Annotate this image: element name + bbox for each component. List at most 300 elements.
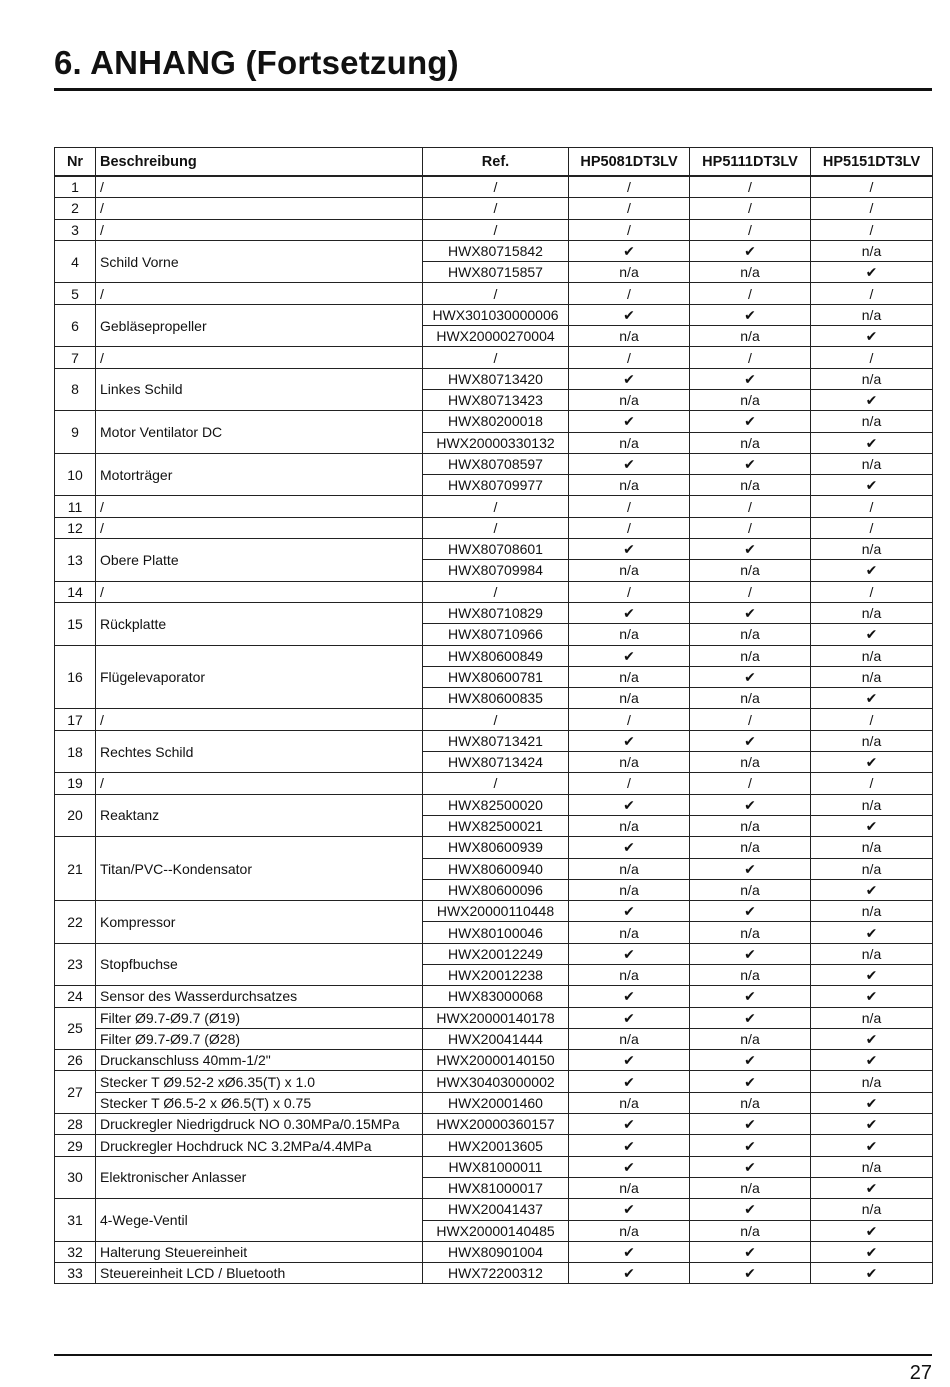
model-1-availability: ✔ [569, 240, 690, 261]
model-1-availability: ✔ [569, 1199, 690, 1220]
table-header [55, 148, 933, 177]
item-number: 29 [55, 1135, 96, 1156]
ref-code: HWX20013605 [423, 1135, 569, 1156]
model-2-availability: ✔ [690, 1241, 811, 1262]
model-2-availability: ✔ [690, 304, 811, 325]
table-row [55, 1007, 933, 1028]
model-1-availability: ✔ [569, 1071, 690, 1092]
model-3-availability: n/a [811, 1156, 933, 1177]
table-row [55, 453, 933, 474]
model-1-availability: ✔ [569, 730, 690, 751]
model-2-availability: / [690, 347, 811, 368]
model-2-availability: n/a [690, 645, 811, 666]
model-1-availability: ✔ [569, 1007, 690, 1028]
item-number: 23 [55, 943, 96, 986]
model-3-availability: n/a [811, 602, 933, 623]
header-model-3: HP5151DT3LV [811, 148, 933, 177]
model-2-availability: n/a [690, 1220, 811, 1241]
model-1-availability: n/a [569, 475, 690, 496]
model-1-availability: ✔ [569, 368, 690, 389]
item-description: Druckregler Niedrigdruck NO 0.30MPa/0.15MPa [96, 1114, 423, 1135]
table-row [55, 730, 933, 751]
table-row [55, 773, 933, 794]
model-2-availability: ✔ [690, 1071, 811, 1092]
ref-code: HWX20012249 [423, 943, 569, 964]
item-description: Stopfbuchse [96, 943, 423, 986]
model-2-availability: ✔ [690, 858, 811, 879]
item-number: 27 [55, 1071, 96, 1114]
item-number: 1 [55, 176, 96, 198]
model-1-availability: n/a [569, 560, 690, 581]
item-description: / [96, 219, 423, 240]
model-1-availability: / [569, 773, 690, 794]
model-3-availability: / [811, 773, 933, 794]
item-description: Stecker T Ø6.5-2 x Ø6.5(T) x 0.75 [96, 1092, 423, 1113]
ref-code: / [423, 198, 569, 219]
model-1-availability: ✔ [569, 837, 690, 858]
ref-code: HWX80901004 [423, 1241, 569, 1262]
footer-rule [54, 1354, 932, 1356]
item-number: 8 [55, 368, 96, 411]
ref-code: HWX80600940 [423, 858, 569, 879]
model-2-availability: n/a [690, 1092, 811, 1113]
model-3-availability: n/a [811, 240, 933, 261]
item-description: Motor Ventilator DC [96, 411, 423, 454]
model-3-availability: / [811, 581, 933, 602]
table-row [55, 1135, 933, 1156]
ref-code: HWX20012238 [423, 964, 569, 985]
model-1-availability: / [569, 283, 690, 304]
model-1-availability: ✔ [569, 539, 690, 560]
model-3-availability: / [811, 496, 933, 517]
table-row [55, 1092, 933, 1113]
ref-code: HWX20041437 [423, 1199, 569, 1220]
model-1-availability: n/a [569, 1028, 690, 1049]
model-3-availability: ✔ [811, 1092, 933, 1113]
table-row [55, 1156, 933, 1177]
model-2-availability: ✔ [690, 240, 811, 261]
item-description: Motorträger [96, 453, 423, 496]
model-2-availability: n/a [690, 879, 811, 900]
ref-code: HWX20000330132 [423, 432, 569, 453]
model-2-availability: n/a [690, 688, 811, 709]
table-row [55, 581, 933, 602]
ref-code: HWX80600096 [423, 879, 569, 900]
model-2-availability: ✔ [690, 794, 811, 815]
item-number: 16 [55, 645, 96, 709]
item-number: 31 [55, 1199, 96, 1242]
item-number: 17 [55, 709, 96, 730]
model-3-availability: ✔ [811, 922, 933, 943]
table-row [55, 198, 933, 219]
model-1-availability: n/a [569, 624, 690, 645]
item-description: Flügelevaporator [96, 645, 423, 709]
model-1-availability: / [569, 581, 690, 602]
ref-code: HWX80710966 [423, 624, 569, 645]
table-row [55, 219, 933, 240]
model-1-availability: ✔ [569, 1156, 690, 1177]
table-row [55, 1199, 933, 1220]
item-description: Kompressor [96, 901, 423, 944]
ref-code: / [423, 219, 569, 240]
model-1-availability: ✔ [569, 1114, 690, 1135]
model-3-availability: n/a [811, 645, 933, 666]
header-row [55, 148, 933, 177]
model-1-availability: ✔ [569, 411, 690, 432]
model-2-availability: n/a [690, 475, 811, 496]
model-1-availability: n/a [569, 389, 690, 410]
table-row [55, 943, 933, 964]
item-number: 2 [55, 198, 96, 219]
model-2-availability: ✔ [690, 1114, 811, 1135]
model-2-availability: n/a [690, 560, 811, 581]
model-2-availability: n/a [690, 1028, 811, 1049]
item-description: / [96, 198, 423, 219]
table-row [55, 986, 933, 1007]
title-underline [54, 88, 932, 91]
model-3-availability: / [811, 709, 933, 730]
model-2-availability: ✔ [690, 368, 811, 389]
item-number: 28 [55, 1114, 96, 1135]
table-row [55, 1028, 933, 1049]
model-2-availability: ✔ [690, 943, 811, 964]
table-row [55, 1263, 933, 1284]
table-row [55, 283, 933, 304]
model-3-availability: n/a [811, 453, 933, 474]
page-number: 27 [909, 1362, 932, 1384]
model-3-availability: ✔ [811, 1114, 933, 1135]
model-2-availability: / [690, 773, 811, 794]
item-description: / [96, 176, 423, 198]
item-description: Schild Vorne [96, 240, 423, 283]
model-2-availability: ✔ [690, 730, 811, 751]
ref-code: HWX80708601 [423, 539, 569, 560]
table-row [55, 1071, 933, 1092]
model-1-availability: n/a [569, 688, 690, 709]
ref-code: HWX80715857 [423, 262, 569, 283]
ref-code: HWX80709984 [423, 560, 569, 581]
ref-code: / [423, 517, 569, 538]
model-1-availability: ✔ [569, 453, 690, 474]
ref-code: HWX30403000002 [423, 1071, 569, 1092]
model-2-availability: ✔ [690, 986, 811, 1007]
item-number: 3 [55, 219, 96, 240]
model-1-availability: n/a [569, 858, 690, 879]
table-row [55, 794, 933, 815]
model-2-availability: / [690, 219, 811, 240]
item-number: 13 [55, 539, 96, 582]
ref-code: HWX20000140485 [423, 1220, 569, 1241]
model-2-availability: / [690, 496, 811, 517]
ref-code: HWX20000270004 [423, 326, 569, 347]
model-2-availability: n/a [690, 1177, 811, 1198]
table-row [55, 645, 933, 666]
item-description: / [96, 283, 423, 304]
item-number: 11 [55, 496, 96, 517]
model-3-availability: n/a [811, 794, 933, 815]
item-number: 19 [55, 773, 96, 794]
table-row [55, 240, 933, 261]
model-3-availability: ✔ [811, 389, 933, 410]
model-3-availability: ✔ [811, 560, 933, 581]
ref-code: HWX80600849 [423, 645, 569, 666]
model-2-availability: ✔ [690, 453, 811, 474]
ref-code: HWX80710829 [423, 602, 569, 623]
item-description: / [96, 496, 423, 517]
item-number: 26 [55, 1050, 96, 1071]
ref-code: / [423, 709, 569, 730]
model-2-availability: n/a [690, 964, 811, 985]
model-1-availability: / [569, 198, 690, 219]
model-3-availability: ✔ [811, 326, 933, 347]
model-2-availability: / [690, 709, 811, 730]
model-1-availability: ✔ [569, 901, 690, 922]
model-2-availability: n/a [690, 815, 811, 836]
model-2-availability: n/a [690, 326, 811, 347]
table-row [55, 368, 933, 389]
model-3-availability: ✔ [811, 688, 933, 709]
model-2-availability: ✔ [690, 602, 811, 623]
ref-code: / [423, 176, 569, 198]
model-3-availability: n/a [811, 1199, 933, 1220]
ref-code: HWX20000140150 [423, 1050, 569, 1071]
model-2-availability: n/a [690, 624, 811, 645]
model-3-availability: ✔ [811, 1135, 933, 1156]
model-3-availability: ✔ [811, 1177, 933, 1198]
header-nr: Nr [55, 148, 96, 177]
item-description: / [96, 581, 423, 602]
model-1-availability: n/a [569, 1092, 690, 1113]
table-row [55, 1050, 933, 1071]
model-2-availability: / [690, 517, 811, 538]
model-1-availability: / [569, 517, 690, 538]
ref-code: HWX80713423 [423, 389, 569, 410]
item-description: Steuereinheit LCD / Bluetooth [96, 1263, 423, 1284]
item-description: Stecker T Ø9.52-2 xØ6.35(T) x 1.0 [96, 1071, 423, 1092]
item-description: / [96, 347, 423, 368]
model-2-availability: n/a [690, 389, 811, 410]
model-2-availability: / [690, 176, 811, 198]
ref-code: HWX80200018 [423, 411, 569, 432]
model-1-availability: ✔ [569, 1135, 690, 1156]
item-number: 10 [55, 453, 96, 496]
model-3-availability: ✔ [811, 262, 933, 283]
item-number: 5 [55, 283, 96, 304]
table-row [55, 709, 933, 730]
model-2-availability: ✔ [690, 901, 811, 922]
model-1-availability: ✔ [569, 943, 690, 964]
ref-code: HWX20000110448 [423, 901, 569, 922]
model-1-availability: / [569, 347, 690, 368]
table-row [55, 176, 933, 198]
item-description: Sensor des Wasserdurchsatzes [96, 986, 423, 1007]
model-1-availability: / [569, 709, 690, 730]
model-2-availability: ✔ [690, 1050, 811, 1071]
model-1-availability: / [569, 176, 690, 198]
model-1-availability: n/a [569, 666, 690, 687]
item-number: 4 [55, 240, 96, 283]
ref-code: HWX82500021 [423, 815, 569, 836]
ref-code: HWX82500020 [423, 794, 569, 815]
page-title: 6. ANHANG (Fortsetzung) [54, 44, 459, 81]
item-number: 18 [55, 730, 96, 773]
model-1-availability: ✔ [569, 1263, 690, 1284]
model-2-availability: ✔ [690, 539, 811, 560]
item-description: Filter Ø9.7-Ø9.7 (Ø28) [96, 1028, 423, 1049]
ref-code: HWX80600939 [423, 837, 569, 858]
table-row [55, 901, 933, 922]
item-number: 7 [55, 347, 96, 368]
model-1-availability: ✔ [569, 1241, 690, 1262]
model-2-availability: / [690, 283, 811, 304]
item-number: 12 [55, 517, 96, 538]
item-description: Linkes Schild [96, 368, 423, 411]
model-1-availability: ✔ [569, 986, 690, 1007]
header-ref: Ref. [423, 148, 569, 177]
model-3-availability: n/a [811, 901, 933, 922]
ref-code: / [423, 496, 569, 517]
model-1-availability: ✔ [569, 304, 690, 325]
table-body [55, 176, 933, 1284]
item-description: Druckregler Hochdruck NC 3.2MPa/4.4MPa [96, 1135, 423, 1156]
model-1-availability: ✔ [569, 602, 690, 623]
ref-code: / [423, 347, 569, 368]
ref-code: / [423, 581, 569, 602]
model-2-availability: ✔ [690, 1007, 811, 1028]
model-2-availability: ✔ [690, 1156, 811, 1177]
model-3-availability: / [811, 198, 933, 219]
model-3-availability: n/a [811, 837, 933, 858]
ref-code: HWX80715842 [423, 240, 569, 261]
item-description: Titan/PVC--Kondensator [96, 837, 423, 901]
model-1-availability: n/a [569, 1177, 690, 1198]
table-row [55, 837, 933, 858]
item-number: 22 [55, 901, 96, 944]
model-2-availability: ✔ [690, 666, 811, 687]
ref-code: HWX20041444 [423, 1028, 569, 1049]
ref-code: / [423, 283, 569, 304]
model-2-availability: ✔ [690, 1263, 811, 1284]
model-3-availability: n/a [811, 1071, 933, 1092]
ref-code: HWX80713424 [423, 752, 569, 773]
item-number: 6 [55, 304, 96, 347]
header-model-2: HP5111DT3LV [690, 148, 811, 177]
header-model-1: HP5081DT3LV [569, 148, 690, 177]
model-1-availability: n/a [569, 815, 690, 836]
table-row [55, 1114, 933, 1135]
model-3-availability: ✔ [811, 624, 933, 645]
model-3-availability: ✔ [811, 879, 933, 900]
table-row [55, 496, 933, 517]
model-3-availability: n/a [811, 1007, 933, 1028]
model-2-availability: n/a [690, 432, 811, 453]
model-3-availability: n/a [811, 858, 933, 879]
model-3-availability: n/a [811, 943, 933, 964]
model-1-availability: ✔ [569, 794, 690, 815]
model-3-availability: ✔ [811, 432, 933, 453]
table-row [55, 411, 933, 432]
model-1-availability: n/a [569, 922, 690, 943]
item-description: / [96, 517, 423, 538]
parts-table [54, 147, 933, 1284]
item-number: 33 [55, 1263, 96, 1284]
item-number: 9 [55, 411, 96, 454]
ref-code: HWX72200312 [423, 1263, 569, 1284]
table-row [55, 1241, 933, 1262]
table-row [55, 539, 933, 560]
model-2-availability: n/a [690, 837, 811, 858]
item-description: Rechtes Schild [96, 730, 423, 773]
ref-code: HWX80709977 [423, 475, 569, 496]
model-3-availability: / [811, 283, 933, 304]
item-number: 20 [55, 794, 96, 837]
ref-code: / [423, 773, 569, 794]
model-1-availability: n/a [569, 262, 690, 283]
model-1-availability: / [569, 496, 690, 517]
model-3-availability: n/a [811, 411, 933, 432]
table-row [55, 347, 933, 368]
model-3-availability: n/a [811, 730, 933, 751]
item-number: 14 [55, 581, 96, 602]
ref-code: HWX81000017 [423, 1177, 569, 1198]
item-number: 15 [55, 602, 96, 645]
model-2-availability: ✔ [690, 411, 811, 432]
ref-code: HWX20001460 [423, 1092, 569, 1113]
model-3-availability: ✔ [811, 475, 933, 496]
ref-code: HWX80600781 [423, 666, 569, 687]
model-3-availability: ✔ [811, 964, 933, 985]
item-description: Gebläsepropeller [96, 304, 423, 347]
model-2-availability: n/a [690, 752, 811, 773]
model-3-availability: ✔ [811, 1050, 933, 1071]
model-2-availability: n/a [690, 262, 811, 283]
item-description: Filter Ø9.7-Ø9.7 (Ø19) [96, 1007, 423, 1028]
item-number: 25 [55, 1007, 96, 1050]
ref-code: HWX80713420 [423, 368, 569, 389]
ref-code: HWX80713421 [423, 730, 569, 751]
model-1-availability: n/a [569, 432, 690, 453]
model-2-availability: / [690, 198, 811, 219]
model-3-availability: n/a [811, 666, 933, 687]
item-number: 21 [55, 837, 96, 901]
model-3-availability: ✔ [811, 986, 933, 1007]
item-description: 4-Wege-Ventil [96, 1199, 423, 1242]
model-3-availability: ✔ [811, 1220, 933, 1241]
model-2-availability: ✔ [690, 1135, 811, 1156]
model-3-availability: n/a [811, 539, 933, 560]
model-2-availability: n/a [690, 922, 811, 943]
model-3-availability: ✔ [811, 1241, 933, 1262]
model-1-availability: n/a [569, 879, 690, 900]
model-1-availability: n/a [569, 964, 690, 985]
ref-code: HWX20000360157 [423, 1114, 569, 1135]
ref-code: HWX83000068 [423, 986, 569, 1007]
ref-code: HWX80708597 [423, 453, 569, 474]
model-3-availability: / [811, 347, 933, 368]
ref-code: HWX301030000006 [423, 304, 569, 325]
item-description: / [96, 773, 423, 794]
model-1-availability: n/a [569, 1220, 690, 1241]
model-1-availability: n/a [569, 326, 690, 347]
model-3-availability: ✔ [811, 752, 933, 773]
item-number: 24 [55, 986, 96, 1007]
item-description: Halterung Steuereinheit [96, 1241, 423, 1262]
table-row [55, 602, 933, 623]
model-2-availability: ✔ [690, 1199, 811, 1220]
model-3-availability: / [811, 219, 933, 240]
table-row [55, 304, 933, 325]
ref-code: HWX80600835 [423, 688, 569, 709]
